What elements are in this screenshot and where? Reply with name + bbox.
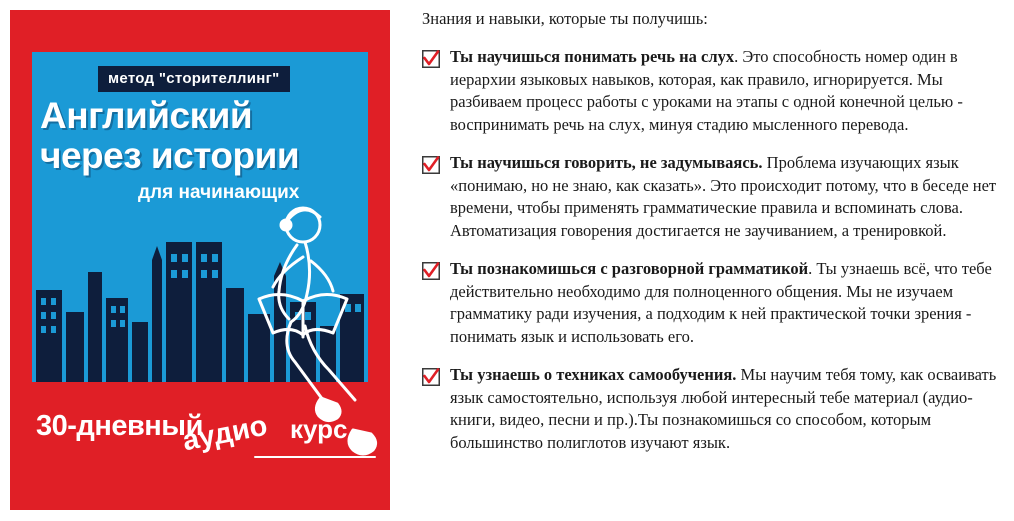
list-item — [422, 258, 1000, 348]
list-item-rest: Мы научим тебя тому, как осваивать язык самостоятельно, используя любой интересный тебе материал (аудио-книги, видео, песни и пр.).Ты познакомишься со способом, которым большинство полиглотов изучают язык. — [450, 365, 997, 452]
intro-text: Знания и навыки, которые ты получишь: — [422, 9, 708, 28]
cover-bottom-text — [28, 402, 372, 502]
list-item-text — [450, 46, 1000, 136]
book-cover — [10, 10, 390, 510]
check-icon — [422, 262, 440, 280]
check-icon — [422, 156, 440, 174]
cover-title-line2: через истории — [40, 135, 300, 176]
list-item-rest: . Это способность номер один в иерархии языковых навыков, которая, как правило, игнорируется. Мы разбиваем процесс работы с уроками на этапы с одной конечной целью - воспринимать речь на слух, минуя стадию мысленного перевода. — [450, 47, 963, 134]
list-item-bold: Ты узнаешь о техниках самообучения. — [450, 365, 737, 384]
list-item — [422, 152, 1000, 242]
list-item-bold: Ты познакомишься с разговорной грамматикой — [450, 259, 809, 278]
cover-bottom-right: курс — [290, 414, 348, 444]
book-cover-column — [0, 0, 400, 521]
check-icon — [422, 50, 440, 68]
list-item-bold: Ты научишься говорить, не задумываясь. — [450, 153, 763, 172]
benefits-content — [400, 0, 1014, 521]
cover-bottom-left: 30-дневный — [36, 410, 203, 442]
list-item-rest: . Ты узнаешь всё, что тебе действительно необходимо для полноценного общения. Мы не изучаем грамматику ради изучения, а подходим к ней практической точки зрения - понимать язык и использовать его. — [450, 259, 992, 346]
list-item-bold: Ты научишься понимать речь на слух — [450, 47, 735, 66]
list-item-text — [450, 364, 1000, 454]
cover-title-line1: Английский — [40, 95, 253, 136]
list-item-text — [450, 258, 1000, 348]
list-item-rest: Проблема изучающих язык «понимаю, но не знаю, как сказать». Это происходит потому, что в беседе нет времени, чтобы применять грамматические правила и вспоминать слова. Автоматизация говорения достигается не заучиванием, а тренировкой. — [450, 153, 997, 240]
method-badge: метод "сторителлинг" — [98, 66, 290, 92]
cover-bottom-diagonal: аудио — [180, 409, 271, 458]
cover-title — [40, 96, 360, 176]
check-icon — [422, 368, 440, 386]
list-item — [422, 364, 1000, 454]
list-item-text — [450, 152, 1000, 242]
list-item — [422, 46, 1000, 136]
cover-subtitle: для начинающих — [138, 182, 300, 203]
